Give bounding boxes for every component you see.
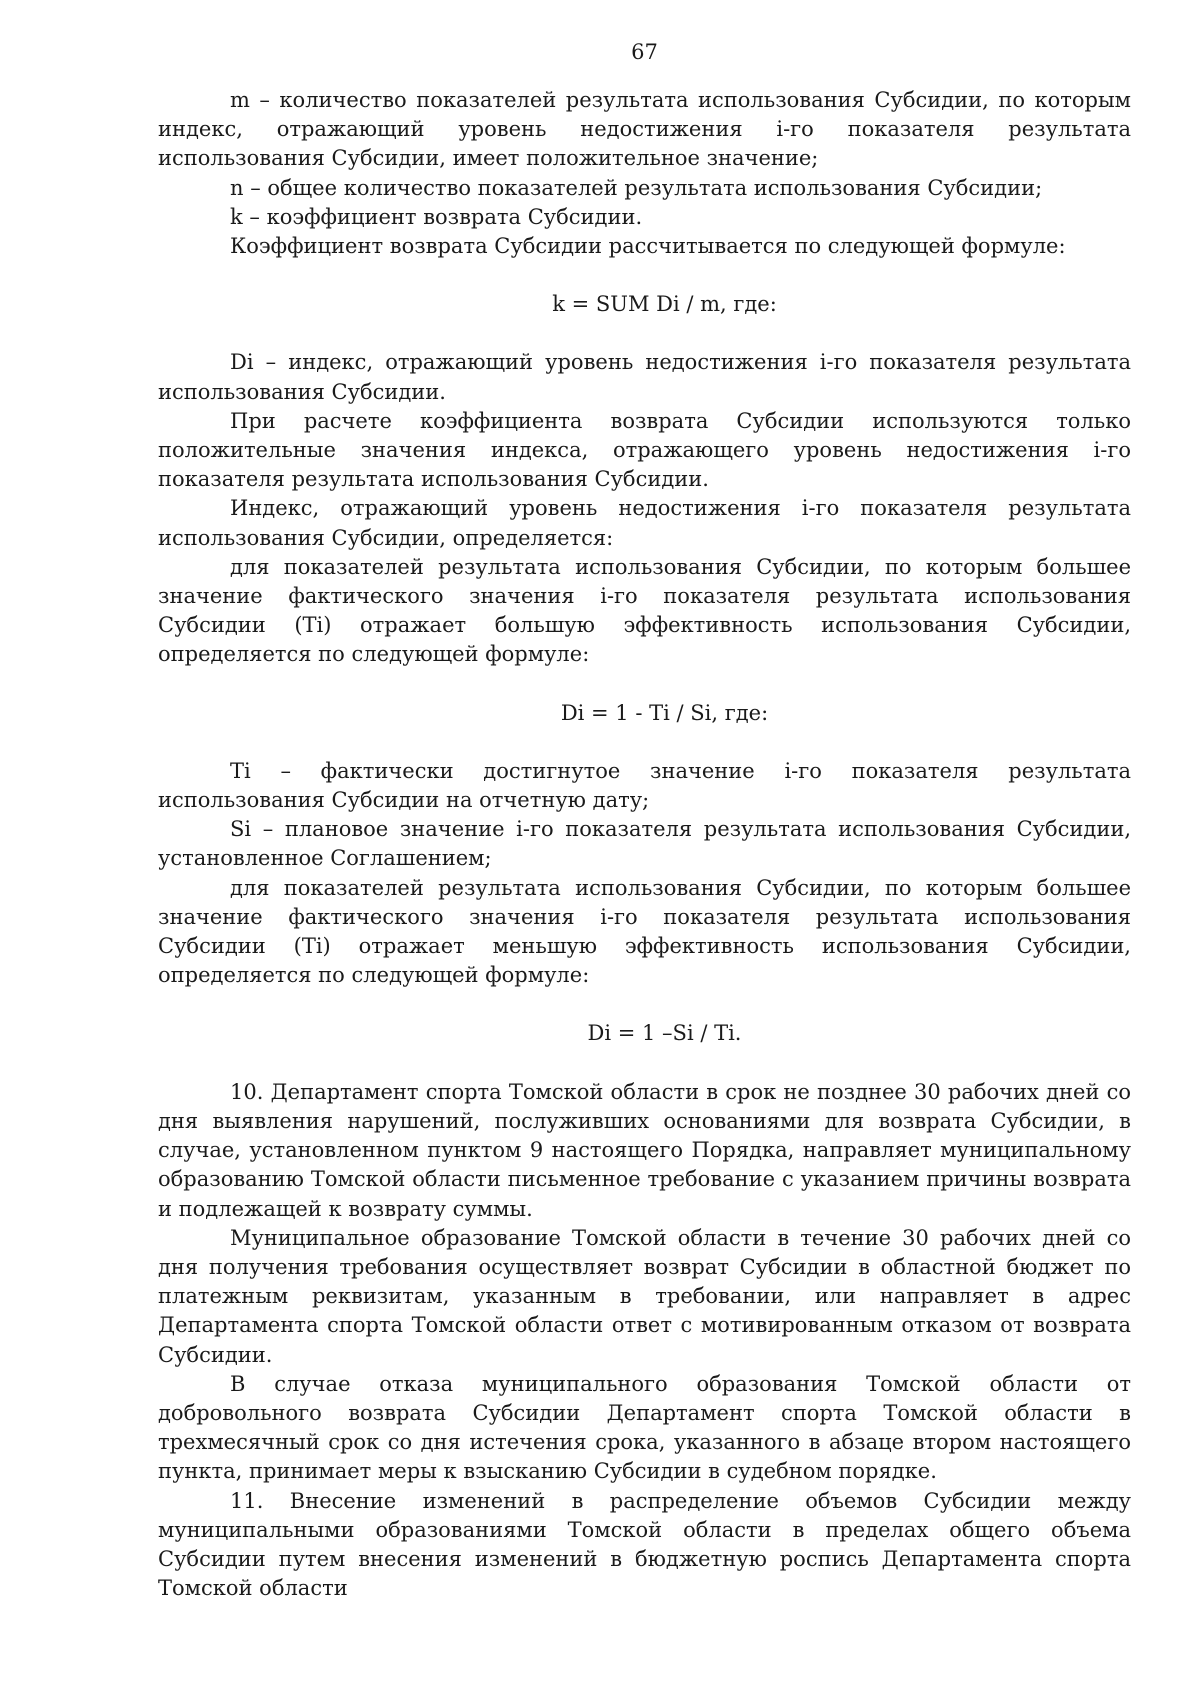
paragraph-si-definition: Si – плановое значение i-го показателя результата использования Субсидии, установленное Соглашением; <box>158 817 1131 871</box>
paragraph-di-definition: Di – индекс, отражающий уровень недостижения i-го показателя результата использования Субсидии. <box>158 350 1131 404</box>
paragraph-section-10: 10. Департамент спорта Томской области в срок не позднее 30 рабочих дней со дня выявления нарушений, послуживших основаниями для возврата Субсидии, в случае, установленном пунктом 9 настоящего Порядка, направляет муниципальному образованию Томской области письменное требование с указанием причины возврата и подлежащей к возврату суммы. <box>158 1079 1131 1221</box>
paragraph-index-determination: Индекс, отражающий уровень недостижения i-го показателя результата использования Субсидии, определяется: <box>158 496 1131 550</box>
paragraph-m-definition: m – количество показателей результата использования Субсидии, по которым индекс, отражающий уровень недостижения i-го показателя результата использования Субсидии, имеет положительное значение; <box>158 88 1131 171</box>
paragraph-k-formula-intro: Коэффициент возврата Субсидии рассчитывается по следующей формуле: <box>230 234 1066 259</box>
formula-di-1: Di = 1 - Ti / Si, где: <box>560 700 769 725</box>
paragraph-return-procedure: Муниципальное образование Томской области в течение 30 рабочих дней со дня получения требования осуществляет возврат Субсидии в областной бюджет по платежным реквизитам, указанным в требовании, или направляет в адрес Департамента спорта Томской области ответ с мотивированным отказом от возврата Субсидии. <box>158 1225 1131 1367</box>
paragraph-n-definition: n – общее количество показателей результата использования Субсидии; <box>230 175 1043 200</box>
document-page <box>158 38 1131 1603</box>
formula-k: k = SUM Di / m, где: <box>552 292 777 317</box>
paragraph-positive-values: При расчете коэффициента возврата Субсидии используются только положительные значения индекса, отражающего уровень недостижения i-го показателя результата использования Субсидии. <box>158 408 1131 492</box>
paragraph-section-11: 11. Внесение изменений в распределение объемов Субсидии между муниципальными образованиями Томской области в пределах общего объема Субсидии путем внесения изменений в бюджетную роспись Департамента спорта Томской области <box>158 1488 1131 1601</box>
formula-di-2: Di = 1 –Si / Ti. <box>587 1021 742 1046</box>
paragraph-lesser-efficiency: для показателей результата использования Субсидии, по которым большее значение фактического значения i-го показателя результата использования Субсидии (Ti) отражает меньшую эффективность использования Субсидии, определяется по следующей формуле: <box>158 875 1131 988</box>
paragraph-k-definition: k – коэффициент возврата Субсидии. <box>230 204 643 229</box>
page-number: 67 <box>631 40 658 64</box>
paragraph-refusal-case: В случае отказа муниципального образования Томской области от добровольного возврата Субсидии Департамент спорта Томской области в трехмесячный срок со дня истечения срока, указанного в абзаце втором настоящего пункта, принимает меры к взысканию Субсидии в судебном порядке. <box>158 1371 1131 1484</box>
paragraph-ti-definition: Ti – фактически достигнутое значение i-го показателя результата использования Субсидии на отчетную дату; <box>158 758 1131 813</box>
paragraph-greater-efficiency: для показателей результата использования Субсидии, по которым большее значение фактического значения i-го показателя результата использования Субсидии (Ti) отражает большую эффективность использования Субсидии, определяется по следующей формуле: <box>158 554 1131 667</box>
